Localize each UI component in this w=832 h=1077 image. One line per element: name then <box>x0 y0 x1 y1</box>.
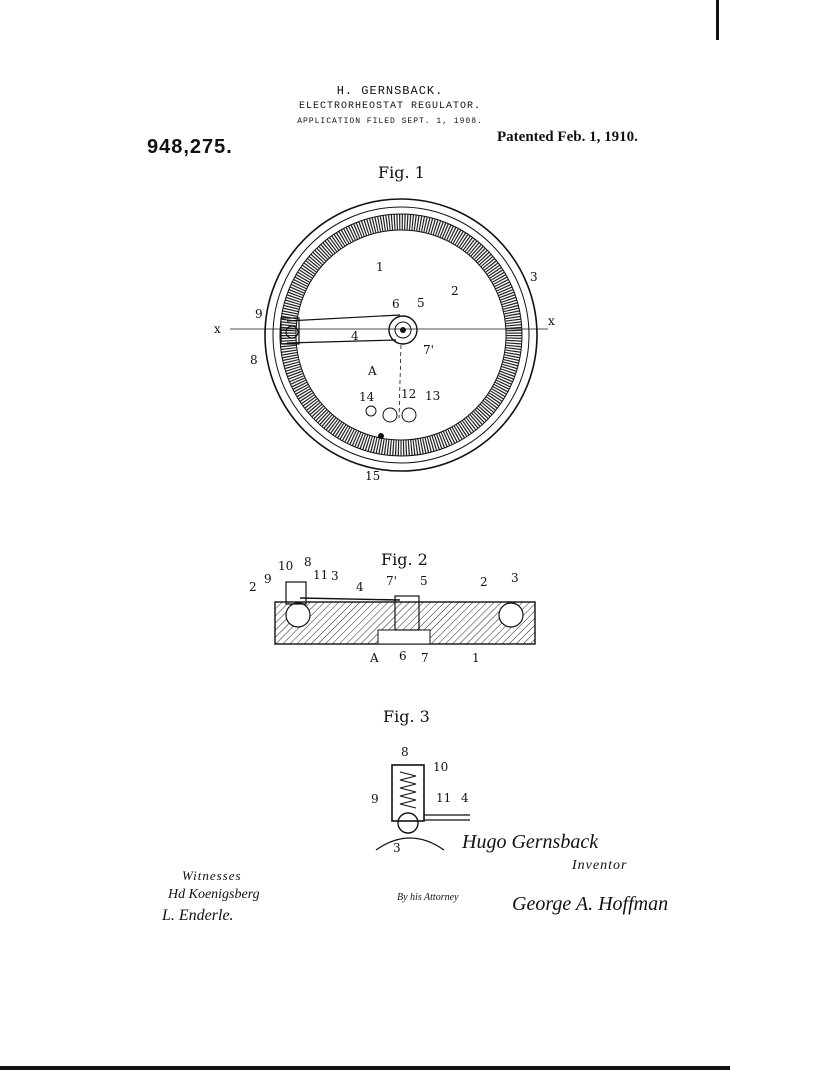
fig2-ref: A <box>370 651 379 665</box>
fig1-ref: 1 <box>376 260 384 274</box>
header-title: ELECTRORHEOSTAT REGULATOR. <box>298 101 482 112</box>
fig1-ref: 7' <box>423 343 434 357</box>
fig2-label: Fig. 2 <box>381 550 428 569</box>
fig2-ref: 3 <box>331 569 339 583</box>
fig1-ref: A <box>368 364 377 378</box>
fig1-drawing <box>230 199 548 471</box>
witness-1-signature: Hd Koenigsberg <box>168 887 260 902</box>
witness-2-signature: L. Enderle. <box>162 907 234 924</box>
fig1-ref: x <box>548 314 555 328</box>
fig1-ref: 9 <box>255 307 263 321</box>
fig2-ref: 7' <box>386 574 397 588</box>
fig2-drawing <box>275 582 535 644</box>
fig1-ref: 14 <box>359 390 375 404</box>
fig1-ref: 13 <box>425 389 441 403</box>
witnesses-caption: Witnesses <box>182 868 242 883</box>
fig1-ref: x <box>214 322 221 336</box>
fig1-ref: 4 <box>351 329 359 343</box>
header-filed-date: APPLICATION FILED SEPT. 1, 1908. <box>297 117 483 126</box>
fig2-ref: 2 <box>480 575 488 589</box>
fig2-ref: 1 <box>472 651 480 665</box>
fig1-ref: 3 <box>530 270 538 284</box>
fig3-ref: 11 <box>436 791 452 805</box>
fig3-label: Fig. 3 <box>383 707 430 726</box>
fig2-ref: 8 <box>304 555 312 569</box>
patented-date: Patented Feb. 1, 1910. <box>497 129 638 145</box>
fig1-ref: 8 <box>250 353 258 367</box>
fig3-ref: 9 <box>371 792 379 806</box>
fig2-ref: 3 <box>511 571 519 585</box>
inventor-caption: Inventor <box>572 858 628 873</box>
patent-number: 948,275. <box>147 136 233 158</box>
inventor-signature: Hugo Gernsback <box>462 831 599 853</box>
fig2-ref: 9 <box>264 572 272 586</box>
fig3-ref: 3 <box>393 841 401 855</box>
fig1-ref: 15 <box>365 469 381 483</box>
fig1-label: Fig. 1 <box>378 163 425 182</box>
fig1-ref: 2 <box>451 284 459 298</box>
fig3-ref: 10 <box>433 760 449 774</box>
fig2-ref: 11 <box>313 568 329 582</box>
fig2-ref: 6 <box>399 649 407 663</box>
fig3-ref: 4 <box>461 791 469 805</box>
fig1-ref: 6 <box>392 297 400 311</box>
fig1-ref: 12 <box>401 387 417 401</box>
attorney-prefix: By his Attorney <box>397 892 459 903</box>
fig2-ref: 2 <box>249 580 257 594</box>
fig2-ref: 4 <box>356 580 364 594</box>
fig2-ref: 10 <box>278 559 294 573</box>
header-inventor-name: H. GERNSBACK. <box>336 84 444 98</box>
fig2-ref: 7 <box>421 651 429 665</box>
attorney-signature: George A. Hoffman <box>512 893 669 915</box>
fig3-ref: 8 <box>401 745 409 759</box>
fig1-ref: 5 <box>417 296 425 310</box>
fig3-drawing <box>376 765 470 850</box>
fig2-ref: 5 <box>420 574 428 588</box>
